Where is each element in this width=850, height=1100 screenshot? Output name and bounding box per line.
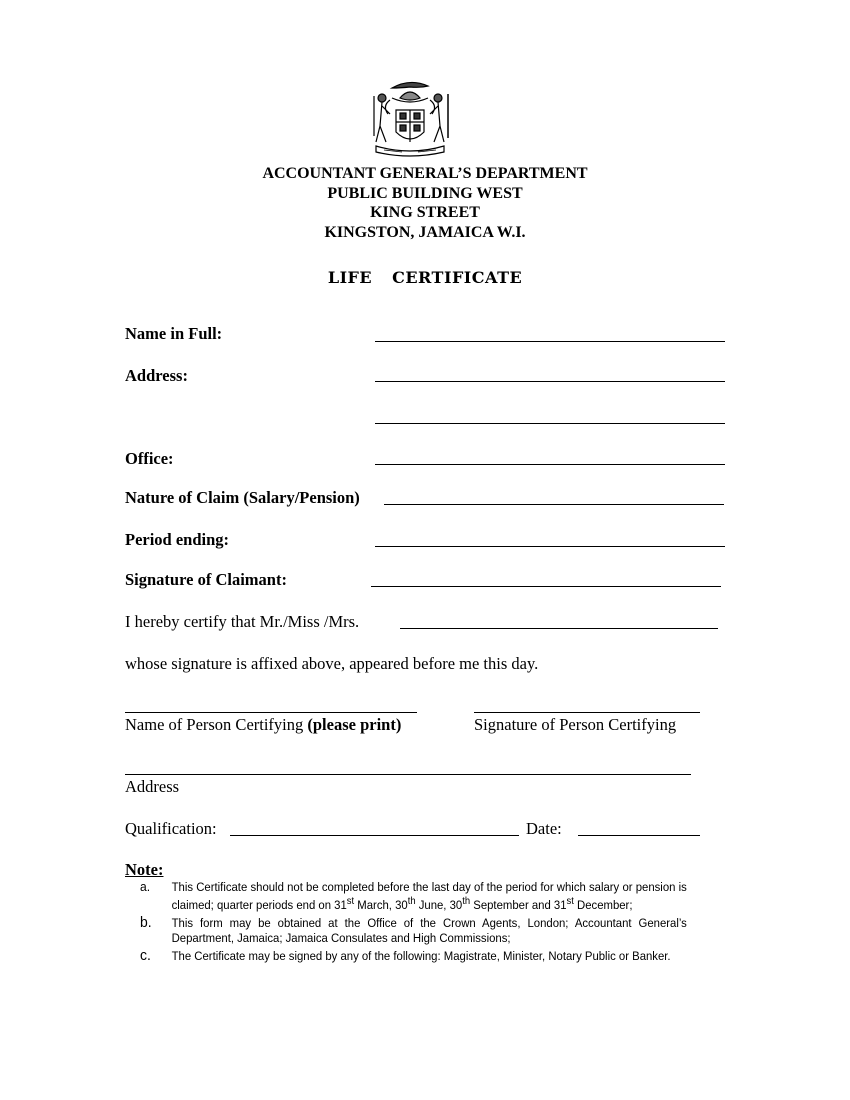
nature-of-claim-label: Nature of Claim (Salary/Pension) xyxy=(125,488,360,507)
nature-of-claim-field[interactable] xyxy=(384,504,724,505)
period-ending-field[interactable] xyxy=(375,546,725,547)
note-text: This form may be obtained at the Office of the Crown Agents, London; Accountant General’s Department, Jamaica; Jamaica Consulates and High Commissions; xyxy=(171,916,687,945)
period-ending-label: Period ending: xyxy=(125,530,230,549)
certifier-name-label-text: Name of Person Certifying xyxy=(125,715,304,734)
jamaica-coat-of-arms-icon xyxy=(362,76,458,158)
address-field-line-1[interactable] xyxy=(375,381,725,382)
notes-list xyxy=(140,880,687,968)
certify-statement: I hereby certify that Mr./Miss /Mrs. xyxy=(125,612,360,631)
qualification-label: Qualification: xyxy=(125,819,217,838)
note-item-b xyxy=(140,916,687,945)
department-header xyxy=(0,164,850,242)
header-line-4: KINGSTON, JAMAICA W.I. xyxy=(324,223,526,241)
office-field[interactable] xyxy=(375,464,725,465)
note-letter: a. xyxy=(140,879,151,894)
title-word-certificate: CERTIFICATE xyxy=(392,268,523,287)
signature-of-claimant-label: Signature of Claimant: xyxy=(125,570,287,589)
header-line-2: PUBLIC BUILDING WEST xyxy=(327,184,523,202)
note-heading: Note: xyxy=(125,860,164,879)
note-letter: b. xyxy=(140,914,152,932)
signature-of-claimant-field[interactable] xyxy=(371,586,721,587)
certifier-address-label: Address xyxy=(125,777,180,796)
certifier-address-field[interactable] xyxy=(125,774,691,775)
date-label: Date: xyxy=(526,819,562,838)
certifier-name-label xyxy=(125,715,401,735)
date-field[interactable] xyxy=(578,835,700,836)
note-letter: c. xyxy=(140,947,151,965)
note-item-a xyxy=(140,880,687,912)
document-title xyxy=(0,268,850,287)
title-word-life: LIFE xyxy=(327,268,373,287)
certifier-signature-label: Signature of Person Certifying xyxy=(474,715,677,734)
certified-person-name-field[interactable] xyxy=(400,628,718,629)
name-in-full-field[interactable] xyxy=(375,341,725,342)
note-text: The Certificate may be signed by any of the following: Magistrate, Minister, Notary Public or Banker. xyxy=(171,949,671,964)
address-field-line-2[interactable] xyxy=(375,423,725,424)
name-in-full-label: Name in Full: xyxy=(125,324,223,343)
certifier-signature-field[interactable] xyxy=(474,712,700,713)
address-label: Address: xyxy=(125,366,188,385)
please-print-note: (please print) xyxy=(307,715,402,734)
note-text: This Certificate should not be completed before the last day of the period for which salary or pension is claimed; quarter periods end on 31st March, 30th June, 30th September and 31st December; xyxy=(171,880,687,912)
qualification-field[interactable] xyxy=(230,835,519,836)
certifier-name-field[interactable] xyxy=(125,712,417,713)
note-item-c xyxy=(140,949,687,964)
header-line-1: ACCOUNTANT GENERAL’S DEPARTMENT xyxy=(262,165,588,182)
header-line-3: KING STREET xyxy=(370,204,480,221)
certify-statement-continued: whose signature is affixed above, appeared before me this day. xyxy=(125,654,539,673)
office-label: Office: xyxy=(125,449,174,468)
